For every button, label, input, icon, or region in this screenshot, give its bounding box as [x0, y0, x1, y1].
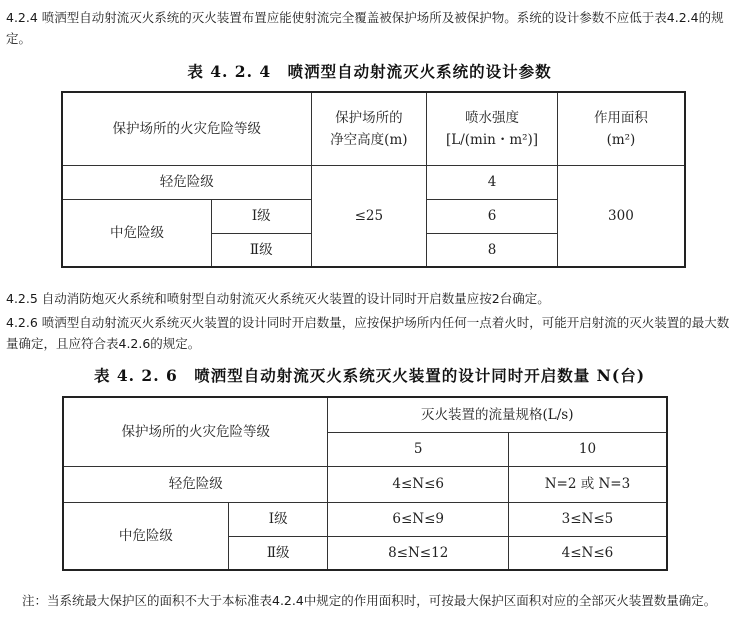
cell-light-flow-10: N=2 或 N=3 [508, 466, 667, 502]
row-light-hazard: 轻危险级 [62, 165, 311, 199]
cell-intensity-medium-2: 8 [427, 233, 558, 267]
row-medium-level-2: Ⅱ级 [211, 233, 311, 267]
row-medium-hazard: 中危险级 [62, 199, 211, 267]
header-clear-height [311, 92, 427, 165]
header-hazard-level: 保护场所的火灾危险等级 [63, 397, 328, 466]
header-hazard-level: 保护场所的火灾危险等级 [62, 92, 311, 165]
header-operating-area [557, 92, 685, 165]
cell-intensity-medium-1: 6 [427, 199, 558, 233]
header-spray-intensity-line2: [L/(min・m²)] [445, 131, 539, 148]
table-4-2-4 [61, 91, 686, 268]
paragraph-4-2-4: 4.2.4 喷洒型自动射流灭火系统的灭火装置布置应能使射流完全覆盖被保护场所及被保护物。系统的设计参数不应低于表4.2.4的规定。 [6, 10, 724, 46]
cell-medium-1-flow-10: 3≤N≤5 [508, 502, 667, 536]
paragraph-4-2-5: 4.2.5 自动消防炮灭火系统和喷射型自动射流灭火系统灭火装置的设计同时开启数量应按2台确定。 [6, 291, 550, 306]
paragraph-4-2-6: 4.2.6 喷洒型自动射流灭火系统灭火装置的设计同时开启数量，应按保护场所内任何一点着火时，可能开启射流的灭火装置的最大数量确定，且应符合表4.2.6的规定。 [6, 315, 730, 351]
table-note: 注：当系统最大保护区的面积不大于本标准表4.2.4中规定的作用面积时，可按最大保护区面积对应的全部灭火装置数量确定。 [22, 593, 717, 608]
table-header-row [63, 397, 667, 432]
table-row [62, 165, 685, 199]
cell-clear-height-value: ≤25 [311, 165, 427, 267]
header-flow-10: 10 [508, 432, 667, 466]
cell-operating-area-value: 300 [557, 165, 685, 267]
table-header-row [62, 92, 685, 165]
cell-light-flow-5: 4≤N≤6 [328, 466, 508, 502]
header-operating-area-line2: (m²) [606, 131, 636, 148]
row-light-hazard: 轻危险级 [63, 466, 328, 502]
table-row [63, 502, 667, 536]
header-spray-intensity-line1: 喷水强度 [465, 109, 520, 126]
header-clear-height-line2: 净空高度(m) [330, 131, 408, 148]
table-row [63, 466, 667, 502]
header-flow-spec: 灭火装置的流量规格(L/s) [328, 397, 667, 432]
row-medium-level-2: Ⅱ级 [228, 536, 328, 570]
table-4-2-6-caption: 表 4. 2. 6 喷洒型自动射流灭火系统灭火装置的设计同时开启数量 N(台) [93, 366, 646, 385]
cell-medium-2-flow-10: 4≤N≤6 [508, 536, 667, 570]
row-medium-level-1: Ⅰ级 [228, 502, 328, 536]
cell-medium-2-flow-5: 8≤N≤12 [328, 536, 508, 570]
header-spray-intensity [427, 92, 558, 165]
table-4-2-4-caption: 表 4. 2. 4 喷洒型自动射流灭火系统的设计参数 [187, 62, 552, 81]
header-clear-height-line1: 保护场所的 [335, 109, 403, 126]
row-medium-hazard: 中危险级 [63, 502, 228, 570]
cell-intensity-light: 4 [427, 165, 558, 199]
table-4-2-6 [62, 396, 668, 571]
row-medium-level-1: Ⅰ级 [211, 199, 311, 233]
header-flow-5: 5 [328, 432, 508, 466]
header-operating-area-line1: 作用面积 [593, 109, 648, 126]
cell-medium-1-flow-5: 6≤N≤9 [328, 502, 508, 536]
